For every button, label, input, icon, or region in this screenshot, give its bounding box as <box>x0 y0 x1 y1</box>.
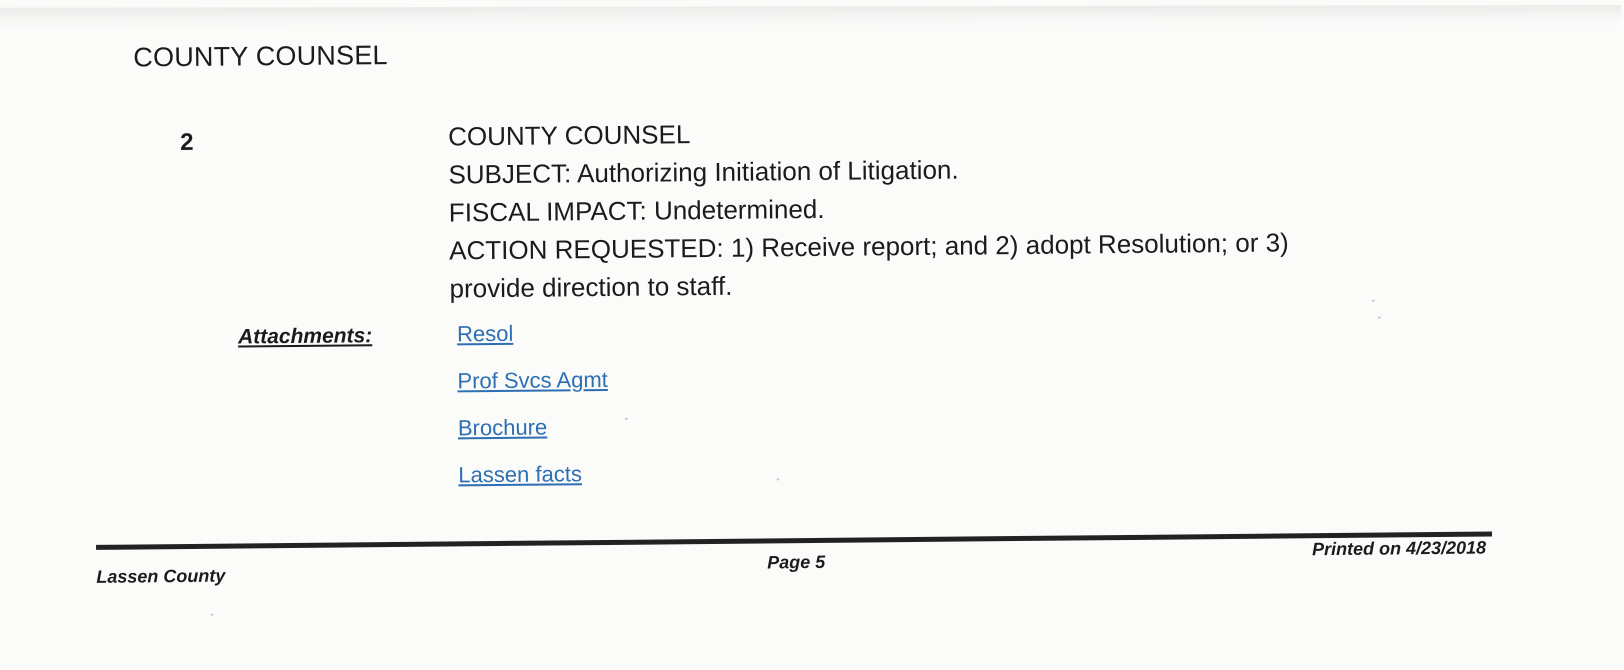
scan-speck <box>1378 317 1381 319</box>
item-number: 2 <box>180 128 194 157</box>
agenda-item-body <box>448 108 1450 308</box>
footer-printed-date: Printed on 4/23/2018 <box>1311 537 1487 560</box>
scan-speck <box>625 418 628 420</box>
attachment-item <box>457 318 608 366</box>
scan-speck <box>1372 300 1375 302</box>
item-action-requested-line-2: provide direction to staff. <box>449 270 733 304</box>
attachment-link-resol[interactable]: Resol <box>456 320 514 347</box>
scan-speck <box>776 478 779 480</box>
paper-top-edge <box>0 5 1621 30</box>
item-department: COUNTY COUNSEL <box>447 119 691 152</box>
scan-speck <box>211 614 214 616</box>
footer-page-number: Page 5 <box>767 551 826 573</box>
item-fiscal-impact: FISCAL IMPACT: Undetermined. <box>448 193 825 228</box>
attachment-link-lassen-facts[interactable]: Lassen facts <box>458 461 582 488</box>
section-heading: COUNTY COUNSEL <box>133 40 388 73</box>
attachments-label: Attachments: <box>237 324 373 349</box>
footer-divider <box>96 531 1492 549</box>
attachment-list <box>457 318 609 507</box>
attachment-link-prof-svcs-agmt[interactable]: Prof Svcs Agmt <box>457 366 608 394</box>
attachment-link-brochure[interactable]: Brochure <box>457 414 548 441</box>
item-subject: SUBJECT: Authorizing Initiation of Litigation. <box>448 154 959 190</box>
item-action-requested-line-1: ACTION REQUESTED: 1) Receive report; and 2) adopt Resolution; or 3) <box>449 227 1289 266</box>
footer-county-name: Lassen County <box>96 565 226 587</box>
attachment-item <box>458 459 609 507</box>
attachment-item <box>457 365 608 413</box>
attachment-item <box>458 412 609 460</box>
